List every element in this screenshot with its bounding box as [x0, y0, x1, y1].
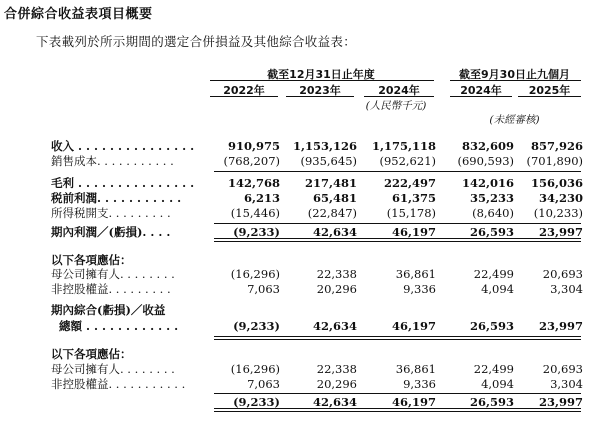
- value-2025-9m: 3,304: [550, 282, 583, 296]
- subtotal-line: [214, 393, 581, 394]
- year-header-2024-9m: 2024年: [460, 84, 502, 97]
- value-2024-9m: (8,640): [472, 206, 514, 220]
- value-2023: 22,338: [316, 267, 357, 281]
- value-2023: 65,481: [312, 191, 357, 205]
- table-row: [0, 320, 600, 333]
- value-2025-9m: 20,693: [542, 267, 583, 281]
- value-2024-9m: 4,094: [481, 377, 514, 391]
- table-row: [0, 177, 600, 190]
- year-underline: [450, 96, 512, 97]
- value-2023: 42,634: [312, 319, 357, 333]
- value-2022: (9,233): [233, 225, 280, 239]
- value-2022: (768,207): [223, 154, 280, 168]
- value-2025-9m: (10,233): [533, 206, 583, 220]
- unaudited-note: (未經審核): [489, 114, 540, 126]
- value-2024-9m: 4,094: [481, 282, 514, 296]
- value-2024: 46,197: [391, 319, 436, 333]
- value-2024: 46,197: [391, 225, 436, 239]
- value-2023: 20,296: [316, 377, 357, 391]
- row-label: 非控股權益. . . . . . . . . . .: [51, 377, 186, 391]
- value-2024: (952,621): [379, 154, 436, 168]
- value-2025-9m: 34,230: [538, 191, 583, 205]
- group-header-nine-months: 截至9月30日止九個月: [459, 68, 570, 81]
- value-2024-9m: (690,593): [457, 154, 514, 168]
- value-2023: 1,153,126: [292, 139, 357, 153]
- unit-note: (人民幣千元): [365, 100, 427, 112]
- row-label: 母公司擁有人. . . . . . . .: [51, 362, 175, 376]
- value-2022: (9,233): [233, 395, 280, 409]
- value-2023: (22,847): [307, 206, 357, 220]
- row-label: 以下各項應佔：: [51, 347, 132, 361]
- year-underline: [210, 96, 278, 97]
- value-2024: 61,375: [391, 191, 436, 205]
- subtotal-line: [214, 223, 581, 224]
- group-underline-nine-months: [450, 80, 581, 81]
- table-row: [0, 378, 600, 391]
- table-row: [0, 348, 600, 361]
- row-label: 期內綜合(虧損)／收益: [51, 303, 166, 317]
- value-2022: (15,446): [230, 206, 280, 220]
- value-2024: 9,336: [403, 282, 436, 296]
- row-label: 銷售成本. . . . . . . . . . .: [51, 154, 174, 168]
- intro-text: 下表載列於所示期間的選定合併損益及其他綜合收益表：: [36, 34, 357, 49]
- total-double-line: [214, 336, 581, 340]
- value-2024: 46,197: [391, 395, 436, 409]
- table-row: [0, 254, 600, 267]
- value-2024-9m: 22,499: [473, 267, 514, 281]
- value-2025-9m: 23,997: [538, 395, 583, 409]
- value-2024: 36,861: [395, 362, 436, 376]
- value-2025-9m: 23,997: [538, 225, 583, 239]
- row-label: 收入 . . . . . . . . . . . . . . .: [51, 139, 195, 153]
- table-row: [0, 268, 600, 281]
- value-2024: (15,178): [386, 206, 436, 220]
- value-2022: 6,213: [243, 191, 280, 205]
- year-underline: [364, 96, 434, 97]
- value-2025-9m: 156,036: [530, 176, 583, 190]
- row-label: 非控股權益. . . . . . . . .: [51, 282, 171, 296]
- value-2024-9m: 142,016: [461, 176, 514, 190]
- value-2024-9m: 26,593: [469, 225, 514, 239]
- row-label: 税前利潤. . . . . . . . . . .: [51, 191, 182, 205]
- row-label: 毛利 . . . . . . . . . . . . . . .: [51, 176, 195, 190]
- value-2023: 217,481: [304, 176, 357, 190]
- row-label: 所得税開支. . . . . . . . .: [51, 206, 171, 220]
- row-label: 以下各項應佔：: [51, 253, 132, 267]
- value-2022: (9,233): [233, 319, 280, 333]
- value-2022: 7,063: [247, 377, 280, 391]
- value-2025-9m: 23,997: [538, 319, 583, 333]
- value-2024-9m: 26,593: [469, 319, 514, 333]
- value-2024-9m: 22,499: [473, 362, 514, 376]
- value-2022: (16,296): [230, 362, 280, 376]
- value-2024: 1,175,118: [371, 139, 436, 153]
- value-2022: (16,296): [230, 267, 280, 281]
- value-2024-9m: 832,609: [461, 139, 514, 153]
- value-2024: 222,497: [383, 176, 436, 190]
- value-2022: 910,975: [227, 139, 280, 153]
- value-2023: (935,645): [300, 154, 357, 168]
- value-2024: 36,861: [395, 267, 436, 281]
- total-double-line: [214, 408, 581, 412]
- value-2022: 142,768: [227, 176, 280, 190]
- year-header-2023: 2023年: [299, 84, 341, 97]
- value-2025-9m: (701,890): [526, 154, 583, 168]
- value-2025-9m: 20,693: [542, 362, 583, 376]
- year-underline: [286, 96, 354, 97]
- value-2022: 7,063: [247, 282, 280, 296]
- value-2023: 22,338: [316, 362, 357, 376]
- table-row: [0, 155, 600, 168]
- total-double-line: [214, 238, 581, 242]
- year-header-2025-9m: 2025年: [528, 84, 571, 97]
- value-2023: 20,296: [316, 282, 357, 296]
- value-2025-9m: 857,926: [530, 139, 583, 153]
- year-header-2022: 2022年: [223, 84, 265, 97]
- page-title: 合併綜合收益表項目概要: [4, 7, 153, 22]
- group-underline-full-year: [210, 80, 434, 81]
- value-2025-9m: 3,304: [550, 377, 583, 391]
- table-row: [0, 192, 600, 205]
- row-label: 母公司擁有人. . . . . . . .: [51, 267, 175, 281]
- value-2023: 42,634: [312, 395, 357, 409]
- subtotal-line: [214, 171, 581, 172]
- value-2024-9m: 26,593: [469, 395, 514, 409]
- row-label: 總額 . . . . . . . . . . . .: [51, 319, 179, 333]
- value-2023: 42,634: [312, 225, 357, 239]
- table-row: [0, 304, 600, 317]
- value-2024: 9,336: [403, 377, 436, 391]
- group-header-full-year: 截至12月31日止年度: [267, 68, 375, 81]
- year-header-2024: 2024年: [378, 84, 420, 97]
- row-label: 期內利潤／(虧損). . . .: [51, 225, 171, 239]
- table-row: [0, 140, 600, 153]
- table-row: [0, 363, 600, 376]
- value-2024-9m: 35,233: [469, 191, 514, 205]
- table-row: [0, 283, 600, 296]
- table-row: [0, 207, 600, 220]
- year-underline: [518, 96, 581, 97]
